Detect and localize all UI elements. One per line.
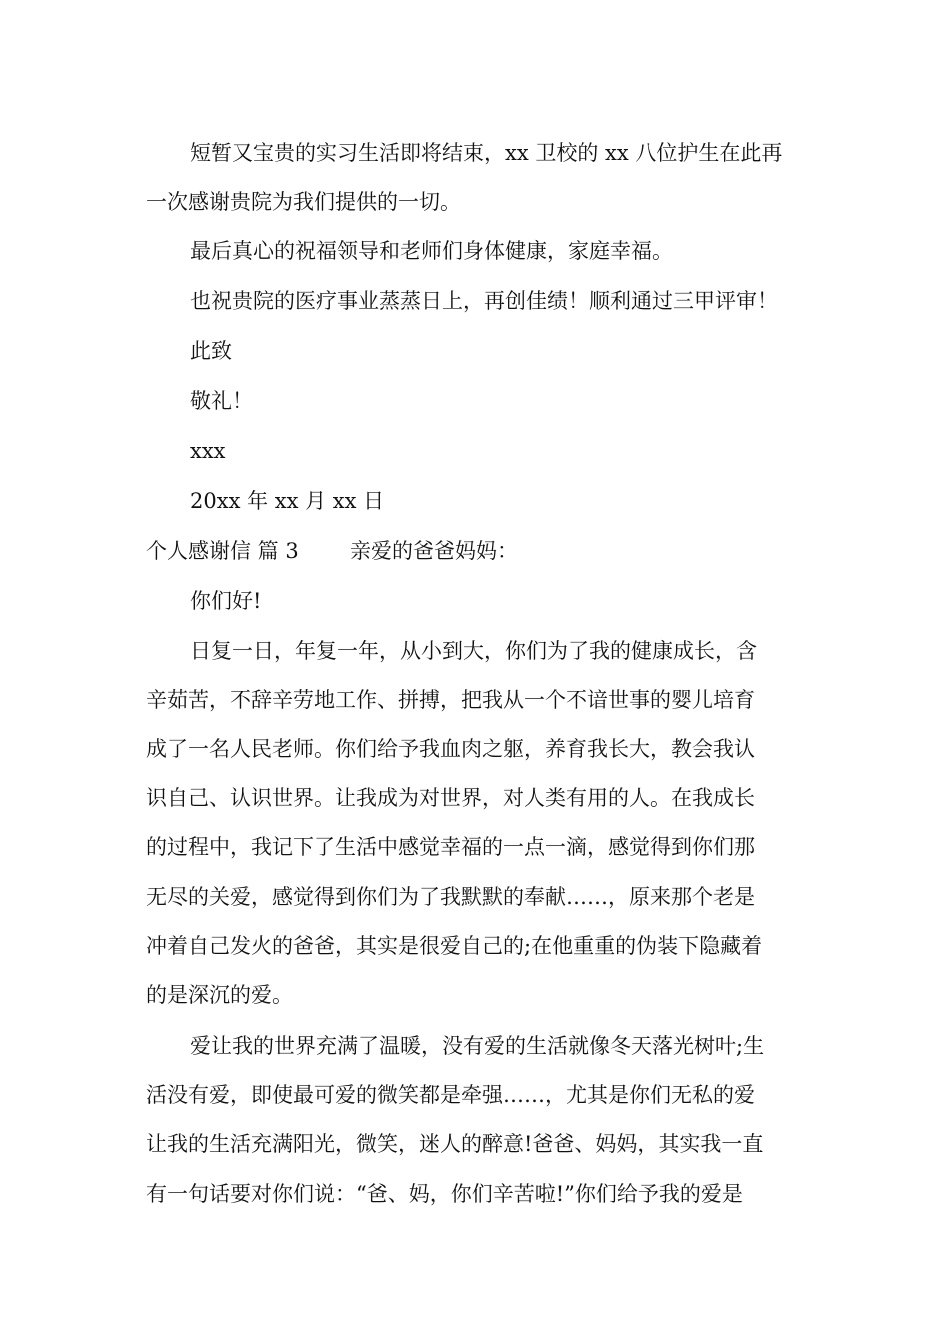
letter2-date: 20xx 年 xx 月 xx 日 <box>190 489 385 513</box>
letter3-para2-line1: 爱让我的世界充满了温暖，没有爱的生活就像冬天落光树叶;生 <box>190 1034 765 1058</box>
letter3-para1-line4: 识自己、认识世界。让我成为对世界，对人类有用的人。在我成长 <box>146 786 755 810</box>
letter2-para3: 也祝贵院的医疗事业蒸蒸日上，再创佳绩！顺利通过三甲评审！ <box>190 289 778 313</box>
letter3-salutation: 亲爱的爸爸妈妈： <box>350 539 518 563</box>
letter2-para2: 最后真心的祝福领导和老师们身体健康，家庭幸福。 <box>190 239 673 263</box>
letter3-para2-line3: 让我的生活充满阳光，微笑，迷人的醉意!爸爸、妈妈，其实我一直 <box>146 1132 764 1156</box>
letter3-para1-line1: 日复一日，年复一年，从小到大，你们为了我的健康成长，含 <box>190 639 757 663</box>
letter3-heading: 个人感谢信 篇 3 <box>146 539 299 563</box>
letter3-para1-line2: 辛茹苦，不辞辛劳地工作、拼搏，把我从一个不谙世事的婴儿培育 <box>146 688 755 712</box>
letter2-closing2: 敬礼！ <box>190 389 253 413</box>
letter3-para1-line7: 冲着自己发火的爸爸，其实是很爱自己的;在他重重的伪装下隐藏着 <box>146 934 763 958</box>
letter3-para1-line6: 无尽的关爱，感觉得到你们为了我默默的奉献……，原来那个老是 <box>146 885 755 909</box>
letter3-heading-row <box>146 536 806 566</box>
letter3-para1-line5: 的过程中，我记下了生活中感觉幸福的一点一滴，感觉得到你们那 <box>146 835 755 859</box>
letter3-para1-line8: 的是深沉的爱。 <box>146 983 293 1007</box>
letter3-para2-line2: 活没有爱，即使最可爱的微笑都是牵强……，尤其是你们无私的爱 <box>146 1083 755 1107</box>
letter2-para1-line2: 一次感谢贵院为我们提供的一切。 <box>146 190 461 214</box>
letter2-closing1: 此致 <box>190 339 232 363</box>
letter2-para1-line1: 短暂又宝贵的实习生活即将结束，xx 卫校的 xx 八位护生在此再 <box>190 141 783 165</box>
letter3-para1-line3: 成了一名人民老师。你们给予我血肉之躯，养育我长大，教会我认 <box>146 737 755 761</box>
letter3-greeting: 你们好! <box>190 589 262 613</box>
letter3-para2-line4: 有一句话要对你们说：“爸、妈，你们辛苦啦!”你们给予我的爱是 <box>146 1182 743 1206</box>
letter2-signature: xxx <box>190 439 226 463</box>
